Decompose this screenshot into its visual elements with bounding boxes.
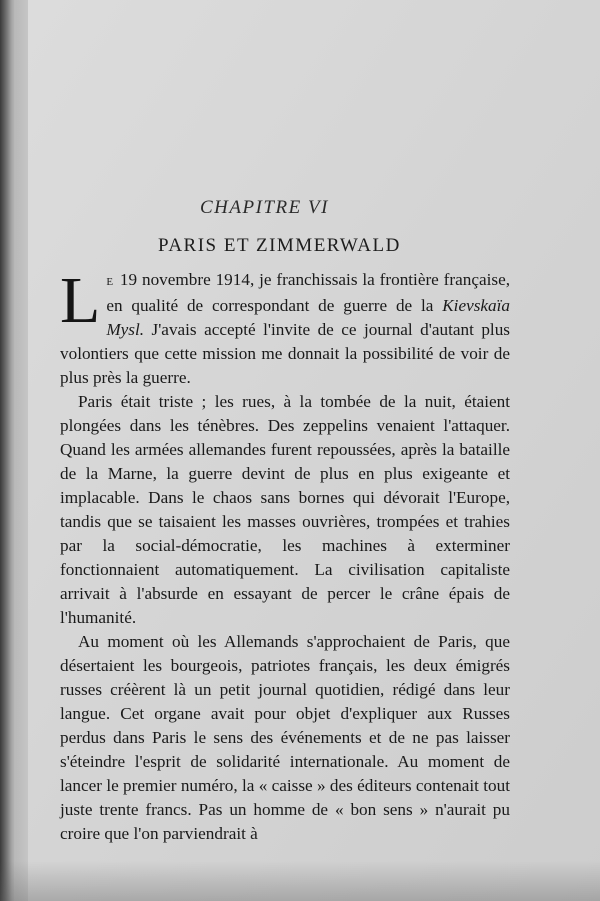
newspaper-name: Kievskaïa Mysl.	[106, 296, 510, 339]
chapter-title: PARIS ET ZIMMERWALD	[158, 235, 401, 256]
bottom-shadow	[0, 861, 600, 901]
paragraph-2: Paris était triste ; les rues, à la tombée de la nuit, étaient plongées dans les ténèbres. Des zeppelins venaient l'attaquer. Quand les armées allemandes furent repoussées, après la bataille de la Marne, la guerre devint de plus en plus exigeante et implacable. Dans le chaos sans bornes qui dévorait l'Europe, tandis que se taisaient les masses ouvrières, trompées et trahies par la social-démocratie, les machines à exterminer fonctionnaient automatiquement. La civilisation capitaliste arrivait à l'absurde en essayant de percer le crâne épais de l'humanité.	[60, 392, 510, 627]
paragraph-3: Au moment où les Allemands s'approchaient de Paris, que désertaient les bourgeois, patriotes français, les deux émigrés russes créèrent là un petit journal quotidien, rédigé dans leur langue. Cet organe avait pour objet d'expliquer aux Russes perdus dans Paris le sens des événements et de ne pas laisser s'éteindre l'esprit de solidarité internationale. Au moment de lancer le premier numéro, la « caisse » des éditeurs contenait tout juste trente francs. Pas un homme de « bon sens » n'aurait pu croire que l'on parviendrait à	[60, 632, 510, 843]
drop-cap: L	[60, 264, 101, 337]
paragraph-1-text-a: 19 novembre 1914, je franchissais la frontière française, en qualité de correspondant de guerre de la	[106, 270, 510, 315]
body-text	[60, 264, 510, 846]
paragraph-1	[60, 264, 510, 390]
chapter-number: CHAPITRE VI	[200, 197, 329, 218]
small-cap: E	[106, 276, 116, 288]
paragraph-1-text-b: J'avais accepté l'invite de ce journal d'autant plus volontiers que cette mission me donnait la possibilité de voir de plus près la guerre.	[60, 320, 510, 387]
